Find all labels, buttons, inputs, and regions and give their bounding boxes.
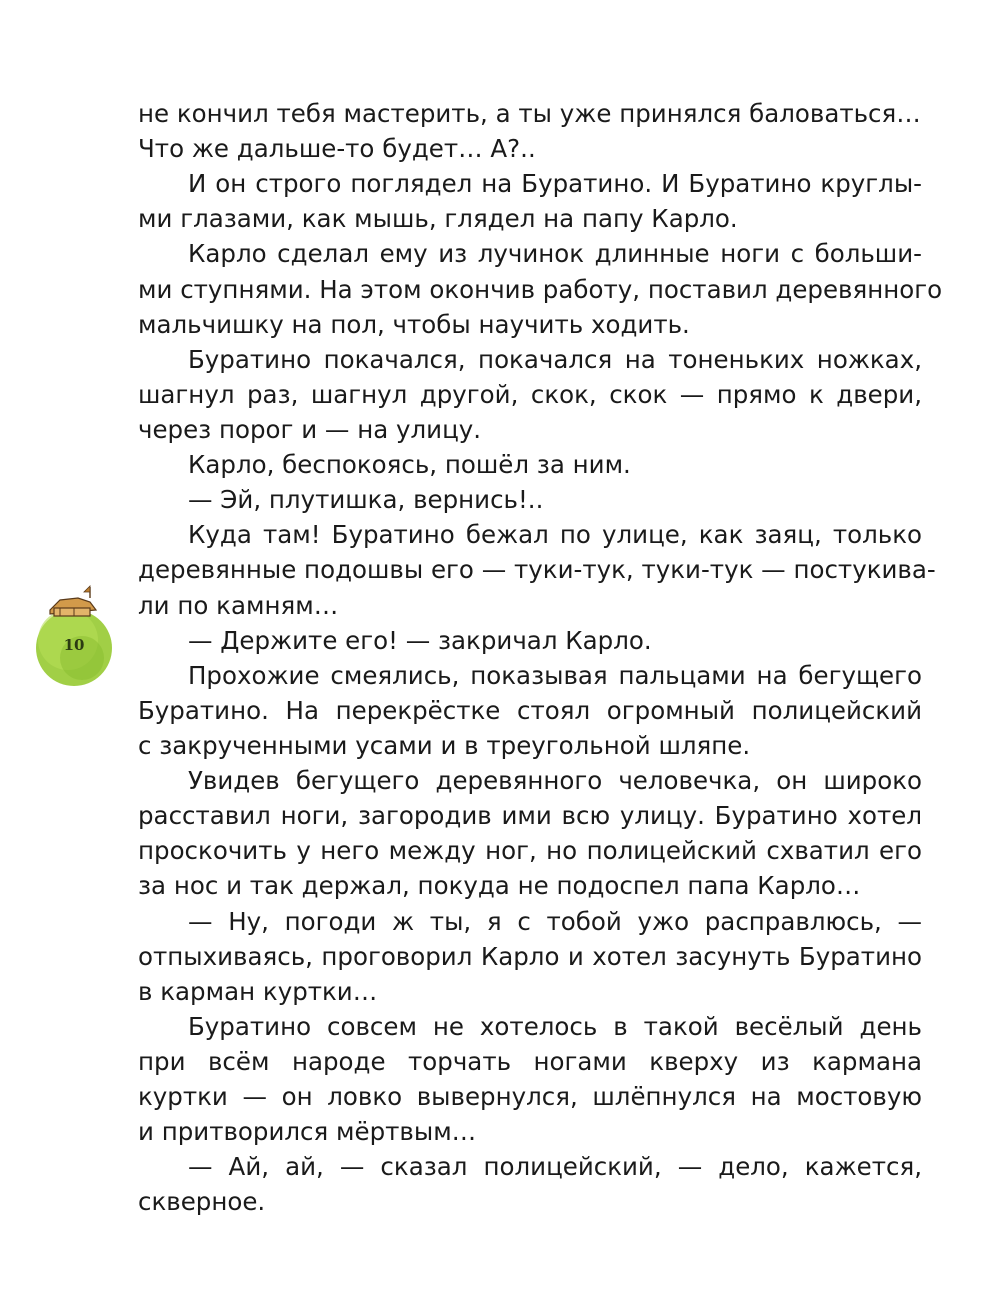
body-text: [138, 96, 943, 1220]
text-line: Буратино покачался, покачался на тоненьких ножках,: [188, 344, 922, 374]
text-line: Буратино совсем не хотелось в такой весёлый день: [188, 1011, 922, 1041]
text-line: Прохожие смеялись, показывая пальцами на бегущего: [188, 660, 922, 690]
text-line: шагнул раз, шагнул другой, скок, скок — прямо к двери,: [138, 379, 922, 409]
text-line: Что же дальше-то будет… А?..: [138, 134, 536, 164]
wooden-hut-icon: [50, 586, 96, 616]
text-line: куртки — он ловко вывернулся, шлёпнулся на мостовую: [138, 1082, 922, 1112]
text-line: ли по камням…: [138, 590, 339, 620]
page-number-badge: [30, 580, 120, 690]
text-line: расставил ноги, загородив ими всю улицу. Буратино хотел: [138, 801, 922, 831]
text-line: — Эй, плутишка, вернись!..: [188, 485, 544, 515]
text-line: Буратино. На перекрёстке стоял огромный полицейский: [138, 695, 922, 725]
text-line: в карман куртки…: [138, 976, 378, 1006]
text-line: — Ай, ай, — сказал полицейский, — дело, кажется,: [188, 1152, 922, 1182]
text-line: скверное.: [138, 1187, 266, 1217]
text-line: Карло сделал ему из лучинок длинные ноги с больши-: [188, 239, 922, 269]
text-line: деревянные подошвы его — туки-тук, туки-тук — постукива-: [138, 555, 936, 585]
apple-marker-icon: [30, 580, 120, 690]
text-line: И он строго поглядел на Буратино. И Буратино круглы-: [188, 169, 922, 199]
text-line: с закрученными усами и в треугольной шляпе.: [138, 730, 751, 760]
text-line: Увидев бегущего деревянного человечка, он широко: [188, 766, 922, 796]
text-line: при всём народе торчать ногами кверху из кармана: [138, 1046, 922, 1076]
text-line: ми ступнями. На этом окончив работу, поставил деревянного: [138, 274, 943, 304]
text-line: за нос и так держал, покуда не подоспел папа Карло…: [138, 871, 861, 901]
text-line: не кончил тебя мастерить, а ты уже принялся баловаться…: [138, 99, 921, 128]
text-line: мальчишку на пол, чтобы научить ходить.: [138, 309, 690, 339]
text-line: отпыхиваясь, проговорил Карло и хотел засунуть Буратино: [138, 941, 922, 971]
text-line: — Держите его! — закричал Карло.: [188, 625, 652, 655]
text-line: проскочить у него между ног, но полицейский схватил его: [138, 836, 922, 866]
page-number: 10: [63, 636, 85, 654]
text-line: и притворился мёртвым…: [138, 1117, 477, 1147]
text-line: ми глазами, как мышь, глядел на папу Карло.: [138, 204, 738, 234]
text-line: Куда там! Буратино бежал по улице, как заяц, только: [188, 520, 922, 550]
text-line: — Ну, погоди ж ты, я с тобой ужо расправлюсь, —: [188, 906, 922, 936]
text-line: через порог и — на улицу.: [138, 414, 482, 444]
text-line: Карло, беспокоясь, пошёл за ним.: [188, 450, 631, 480]
